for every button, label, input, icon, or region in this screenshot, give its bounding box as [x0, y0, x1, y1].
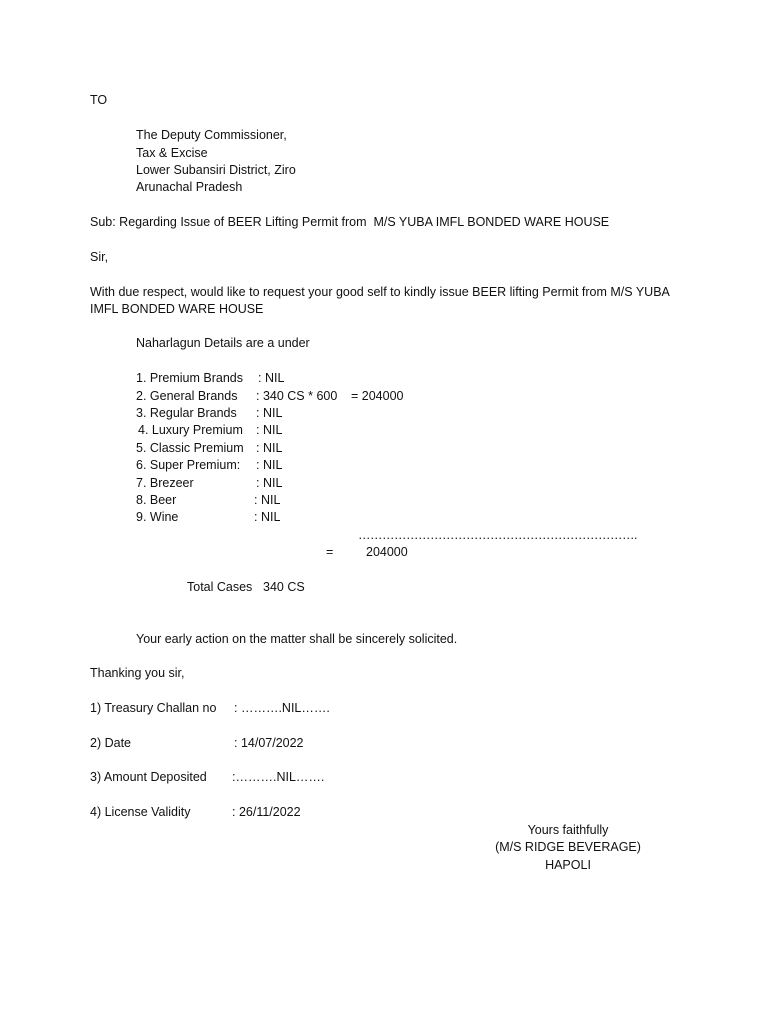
brand-name: 3. Regular Brands — [136, 406, 237, 420]
info-value: : 26/11/2022 — [232, 805, 301, 819]
thanks-line: Thanking you sir, — [90, 666, 185, 680]
addressee-line: Lower Subansiri District, Ziro — [136, 163, 296, 177]
salutation: Sir, — [90, 250, 109, 264]
to-label: TO — [90, 93, 108, 107]
info-label: 4) License Validity — [90, 805, 191, 819]
brand-name: 6. Super Premium: — [136, 458, 241, 472]
info-value: : 14/07/2022 — [234, 736, 304, 750]
subject-line: Sub: Regarding Issue of BEER Lifting Permit from M/S YUBA IMFL BONDED WARE HOUSE — [90, 215, 610, 229]
info-value: : ……….NIL……. — [234, 701, 330, 715]
info-value: :……….NIL……. — [232, 770, 325, 784]
signature-location: HAPOLI — [545, 858, 591, 872]
signature-company: (M/S RIDGE BEVERAGE) — [495, 840, 641, 854]
brand-value: : NIL — [254, 510, 281, 524]
body-paragraph-line: IMFL BONDED WARE HOUSE — [90, 302, 264, 316]
brand-subtotal: = 204000 — [351, 389, 404, 403]
addressee-line: Arunachal Pradesh — [136, 180, 243, 194]
brand-name: 5. Classic Premium — [136, 441, 244, 455]
brand-value: : NIL — [256, 441, 283, 455]
total-equals: = — [326, 545, 334, 559]
brand-value: : NIL — [258, 371, 285, 385]
brand-value: : NIL — [256, 423, 283, 437]
info-label: 3) Amount Deposited — [90, 770, 207, 784]
brand-value: : 340 CS * 600 — [256, 389, 338, 403]
total-cases-value: 340 CS — [263, 580, 305, 594]
info-label: 1) Treasury Challan no — [90, 701, 217, 715]
body-paragraph-line: With due respect, would like to request your good self to kindly issue BEER lifting Permit from M/S YUBA — [90, 285, 670, 299]
brand-value: : NIL — [256, 476, 283, 490]
total-cases-label: Total Cases — [187, 580, 253, 594]
closing-line: Your early action on the matter shall be sincerely solicited. — [136, 632, 458, 646]
brand-name: 2. General Brands — [136, 389, 238, 403]
details-heading: Naharlagun Details are a under — [136, 336, 310, 350]
addressee-line: Tax & Excise — [136, 146, 208, 160]
signature-closing: Yours faithfully — [527, 823, 609, 837]
dotted-rule: ……………………………………………………………. — [358, 528, 637, 542]
brand-name: 7. Brezeer — [136, 476, 194, 490]
info-label: 2) Date — [90, 736, 131, 750]
brand-name: 8. Beer — [136, 493, 177, 507]
brand-name: 4. Luxury Premium — [138, 423, 243, 437]
brand-value: : NIL — [254, 493, 281, 507]
total-amount: 204000 — [366, 545, 408, 559]
addressee-line: The Deputy Commissioner, — [136, 128, 287, 142]
brand-value: : NIL — [256, 406, 283, 420]
brand-value: : NIL — [256, 458, 283, 472]
brand-name: 1. Premium Brands — [136, 371, 243, 385]
brand-name: 9. Wine — [136, 510, 179, 524]
